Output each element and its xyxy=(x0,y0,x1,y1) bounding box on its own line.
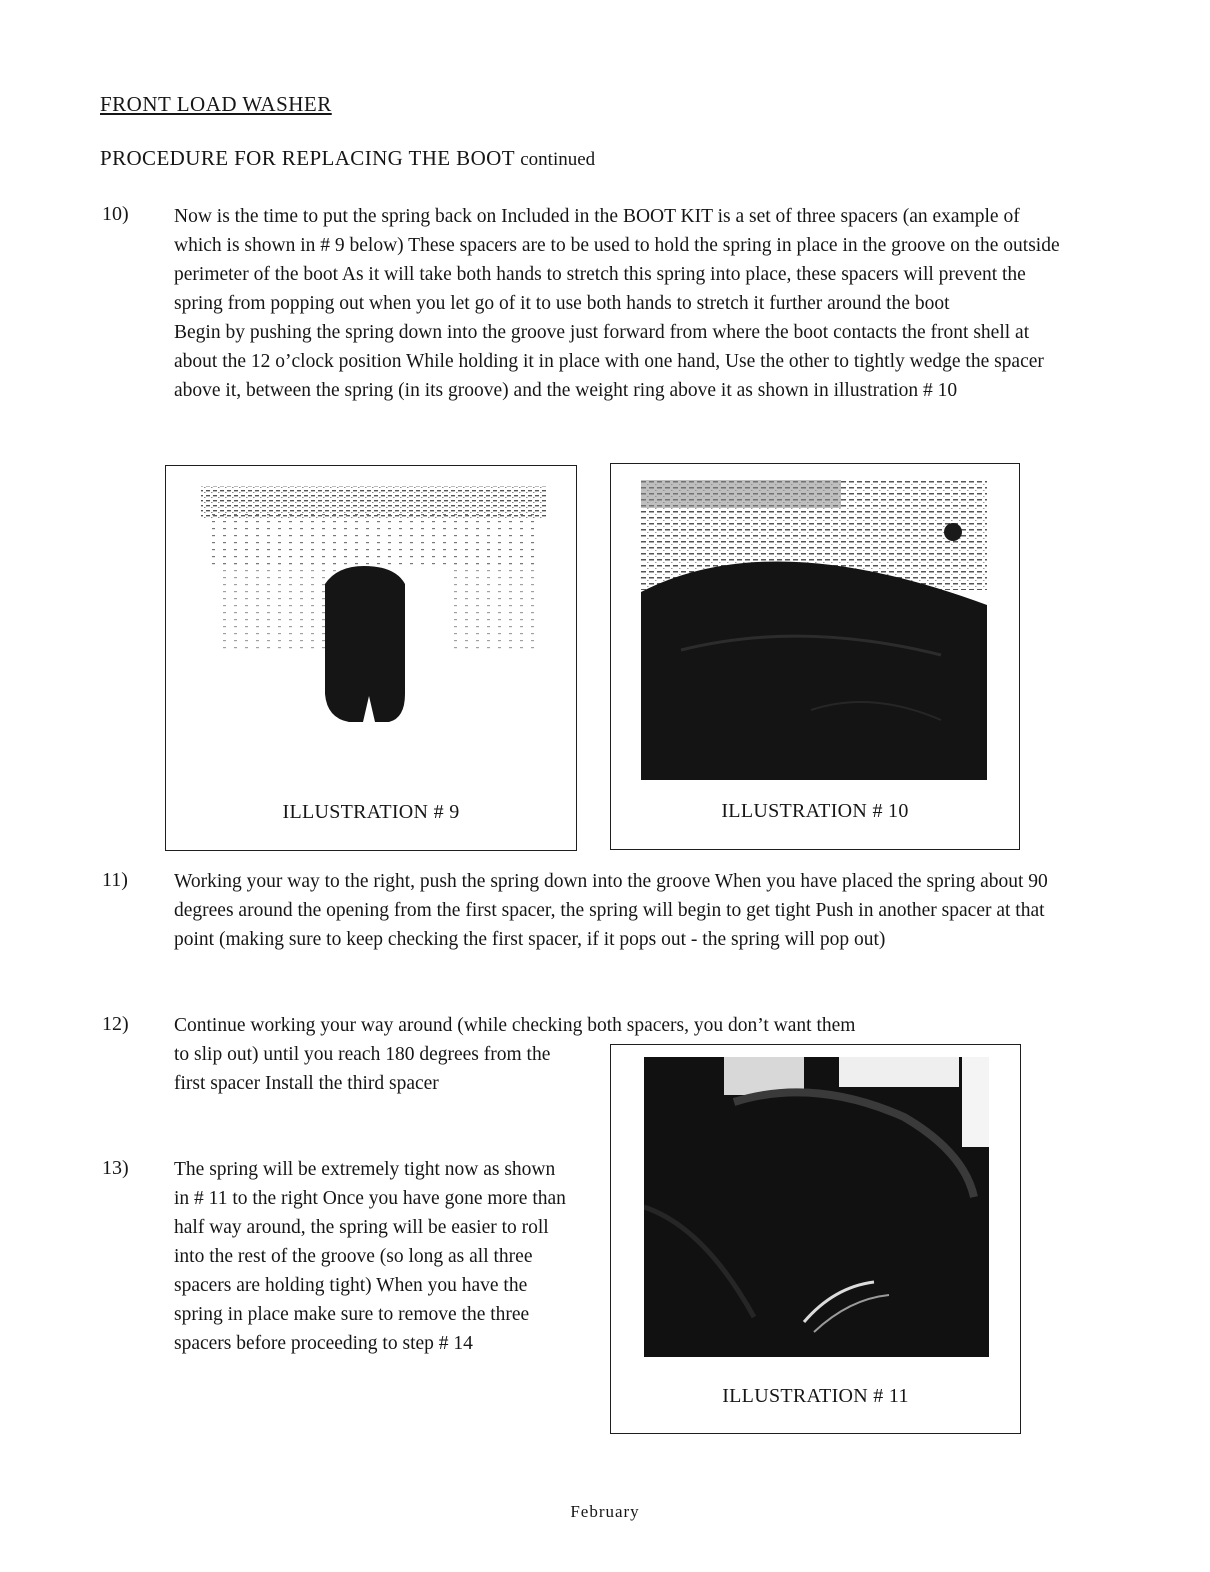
illustration-10-caption: ILLUSTRATION # 10 xyxy=(721,800,909,822)
step-10-text xyxy=(174,202,1066,405)
page-footer: February xyxy=(570,1502,640,1521)
document-title: FRONT LOAD WASHER xyxy=(100,92,332,116)
step-10-paragraph-2: Begin by pushing the spring down into the groove just forward from where the boot contacts the front shell at about the 12 o’clock position While holding it in place with one hand, Use the other to tightly wedge the spacer above it, between the spring (in its groove) and the weight ring above it as shown in illustration # 10 xyxy=(174,322,1044,401)
step-12-text: to slip out) until you reach 180 degrees from the first spacer Install the third spacer xyxy=(174,1044,551,1094)
step-13-paragraph: The spring will be extremely tight now as shown in # 11 to the right Once you have gone more than half way around, the spring will be easier to roll into the rest of the groove (so long as all three spacers are holding tight) When you have the spring in place make sure to remove the three spacers before proceeding to step # 14 xyxy=(174,1159,566,1354)
step-10-number: 10) xyxy=(102,203,129,225)
step-11-paragraph: Working your way to the right, push the spring down into the groove When you have placed the spring about 90 degrees around the opening from the first spacer, the spring will begin to get tight Push in another spacer at that point (making sure to keep checking the first spacer, if it pops out - the spring will pop out) xyxy=(174,871,1048,950)
illustration-11-frame xyxy=(610,1044,1021,1434)
illustration-9-photo xyxy=(199,484,549,784)
spacer-shape xyxy=(325,566,405,722)
illustration-10-frame xyxy=(610,463,1020,850)
step-12-lead: Continue working your way around (while checking both spacers, you don’t want them xyxy=(174,1015,856,1036)
section-heading xyxy=(100,146,595,171)
step-10-paragraph-1: Now is the time to put the spring back on Included in the BOOT KIT is a set of three spacers (an example of which is shown in # 9 below) These spacers are to be used to hold the spring in place in the groove on the outside perimeter of the boot As it will take both hands to stretch this spring into place, these spacers will prevent the spring from popping out when you let go of it to use both hands to stretch it further around the boot xyxy=(174,206,1060,314)
step-11-text xyxy=(174,867,1066,954)
illustration-10-photo xyxy=(641,480,987,780)
step-13-text xyxy=(174,1155,574,1358)
illustration-11-caption: ILLUSTRATION # 11 xyxy=(722,1385,909,1407)
section-heading-text: PROCEDURE FOR REPLACING THE BOOT xyxy=(100,146,515,170)
section-heading-suffix: continued xyxy=(520,149,596,170)
illustration-11-photo xyxy=(644,1057,989,1357)
step-13-number: 13) xyxy=(102,1157,129,1179)
step-11-number: 11) xyxy=(102,869,128,891)
illustration-9-frame xyxy=(165,465,577,851)
boot-opening-shape xyxy=(641,561,987,780)
illustration-9-caption: ILLUSTRATION # 9 xyxy=(282,801,460,823)
step-12-number: 12) xyxy=(102,1013,129,1035)
